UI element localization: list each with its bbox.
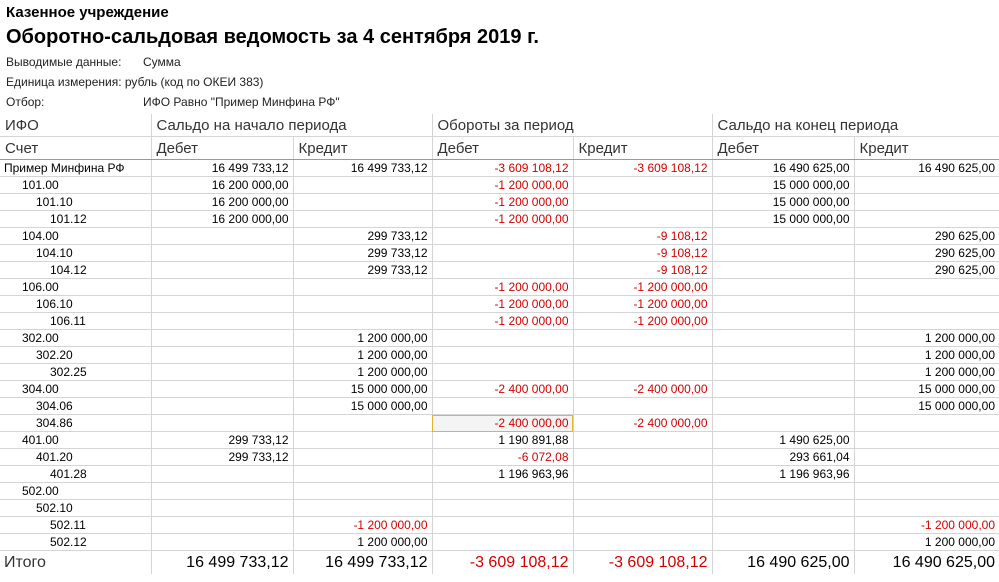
closing-credit-cell[interactable] bbox=[854, 296, 999, 313]
closing-debit-cell[interactable] bbox=[712, 296, 854, 313]
turnover-credit-cell[interactable] bbox=[573, 398, 712, 415]
account-cell[interactable]: 104.10 bbox=[0, 245, 151, 262]
turnover-debit-cell[interactable]: -2 400 000,00 bbox=[432, 381, 573, 398]
account-cell[interactable]: Пример Минфина РФ bbox=[0, 160, 151, 177]
table-row bbox=[0, 347, 999, 364]
account-cell[interactable]: 106.11 bbox=[0, 313, 151, 330]
turnover-credit-cell[interactable] bbox=[573, 500, 712, 517]
header-opening-balance[interactable]: Сальдо на начало периода bbox=[151, 114, 432, 137]
account-cell[interactable]: 104.00 bbox=[0, 228, 151, 245]
opening-credit-cell[interactable]: 16 499 733,12 bbox=[293, 160, 432, 177]
closing-credit-cell[interactable]: 290 625,00 bbox=[854, 245, 999, 262]
table-row bbox=[0, 432, 999, 449]
turnover-debit-cell[interactable]: 1 190 891,88 bbox=[432, 432, 573, 449]
total-opening-credit[interactable]: 16 499 733,12 bbox=[293, 551, 432, 575]
opening-debit-cell[interactable] bbox=[151, 228, 293, 245]
opening-debit-cell[interactable] bbox=[151, 262, 293, 279]
account-cell[interactable]: 302.25 bbox=[0, 364, 151, 381]
header-turnover-debit[interactable]: Дебет bbox=[432, 137, 573, 160]
opening-credit-cell[interactable] bbox=[293, 177, 432, 194]
table-row bbox=[0, 245, 999, 262]
turnover-credit-cell[interactable] bbox=[573, 347, 712, 364]
header-opening-credit[interactable]: Кредит bbox=[293, 137, 432, 160]
closing-debit-cell[interactable] bbox=[712, 483, 854, 500]
balance-sheet-table bbox=[0, 114, 999, 574]
opening-credit-cell[interactable] bbox=[293, 432, 432, 449]
account-cell[interactable]: 401.28 bbox=[0, 466, 151, 483]
account-cell[interactable]: 502.12 bbox=[0, 534, 151, 551]
opening-debit-cell[interactable] bbox=[151, 381, 293, 398]
report-title: Оборотно-сальдовая ведомость за 4 сентября 2019 г. bbox=[6, 26, 539, 48]
opening-debit-cell[interactable] bbox=[151, 245, 293, 262]
account-cell[interactable]: 106.10 bbox=[0, 296, 151, 313]
closing-debit-cell[interactable]: 15 000 000,00 bbox=[712, 194, 854, 211]
table-row bbox=[0, 381, 999, 398]
turnover-credit-cell[interactable] bbox=[573, 364, 712, 381]
turnover-debit-cell[interactable]: -1 200 000,00 bbox=[432, 296, 573, 313]
header-turnover-credit[interactable]: Кредит bbox=[573, 137, 712, 160]
account-cell[interactable]: 401.20 bbox=[0, 449, 151, 466]
closing-debit-cell[interactable]: 15 000 000,00 bbox=[712, 177, 854, 194]
turnover-debit-cell[interactable] bbox=[432, 330, 573, 347]
account-cell[interactable]: 101.10 bbox=[0, 194, 151, 211]
closing-credit-cell[interactable] bbox=[854, 500, 999, 517]
account-cell[interactable]: 401.00 bbox=[0, 432, 151, 449]
header-closing-debit[interactable]: Дебет bbox=[712, 137, 854, 160]
closing-credit-cell[interactable]: 1 200 000,00 bbox=[854, 347, 999, 364]
closing-debit-cell[interactable] bbox=[712, 279, 854, 296]
closing-debit-cell[interactable] bbox=[712, 534, 854, 551]
closing-credit-cell[interactable] bbox=[854, 279, 999, 296]
closing-credit-cell[interactable]: 15 000 000,00 bbox=[854, 381, 999, 398]
turnover-debit-cell[interactable] bbox=[432, 364, 573, 381]
table-row bbox=[0, 517, 999, 534]
table-row bbox=[0, 534, 999, 551]
closing-credit-cell[interactable] bbox=[854, 177, 999, 194]
turnover-credit-cell[interactable] bbox=[573, 466, 712, 483]
turnover-debit-cell[interactable]: -6 072,08 bbox=[432, 449, 573, 466]
opening-credit-cell[interactable] bbox=[293, 279, 432, 296]
table-row bbox=[0, 194, 999, 211]
closing-debit-cell[interactable]: 1 490 625,00 bbox=[712, 432, 854, 449]
table-row bbox=[0, 415, 999, 432]
header-row-subcolumns bbox=[0, 137, 999, 160]
closing-debit-cell[interactable] bbox=[712, 381, 854, 398]
header-closing-credit[interactable]: Кредит bbox=[854, 137, 999, 160]
opening-credit-cell[interactable] bbox=[293, 194, 432, 211]
turnover-debit-cell[interactable]: -1 200 000,00 bbox=[432, 211, 573, 228]
turnover-credit-cell[interactable]: -2 400 000,00 bbox=[573, 415, 712, 432]
turnover-credit-cell[interactable] bbox=[573, 517, 712, 534]
table-row bbox=[0, 330, 999, 347]
output-data-label: Выводимые данные: bbox=[6, 55, 122, 69]
opening-credit-cell[interactable]: 1 200 000,00 bbox=[293, 330, 432, 347]
account-cell[interactable]: 101.12 bbox=[0, 211, 151, 228]
opening-credit-cell[interactable] bbox=[293, 415, 432, 432]
opening-credit-cell[interactable]: 299 733,12 bbox=[293, 262, 432, 279]
turnover-credit-cell[interactable] bbox=[573, 449, 712, 466]
turnover-debit-cell[interactable]: 1 196 963,96 bbox=[432, 466, 573, 483]
header-opening-debit[interactable]: Дебет bbox=[151, 137, 293, 160]
opening-credit-cell[interactable] bbox=[293, 296, 432, 313]
closing-debit-cell[interactable] bbox=[712, 364, 854, 381]
opening-debit-cell[interactable] bbox=[151, 466, 293, 483]
table-row bbox=[0, 211, 999, 228]
opening-credit-cell[interactable]: 299 733,12 bbox=[293, 228, 432, 245]
opening-debit-cell[interactable] bbox=[151, 534, 293, 551]
closing-debit-cell[interactable]: 16 490 625,00 bbox=[712, 160, 854, 177]
opening-credit-cell[interactable] bbox=[293, 483, 432, 500]
closing-credit-cell[interactable] bbox=[854, 313, 999, 330]
account-cell[interactable]: 101.00 bbox=[0, 177, 151, 194]
unit-of-measure: Единица измерения: рубль (код по ОКЕИ 383) bbox=[6, 75, 264, 89]
closing-debit-cell[interactable] bbox=[712, 262, 854, 279]
filter-value: ИФО Равно "Пример Минфина РФ" bbox=[143, 95, 340, 109]
turnover-credit-cell[interactable] bbox=[573, 432, 712, 449]
account-cell[interactable]: 304.00 bbox=[0, 381, 151, 398]
opening-credit-cell[interactable]: 299 733,12 bbox=[293, 245, 432, 262]
opening-credit-cell[interactable]: 1 200 000,00 bbox=[293, 534, 432, 551]
opening-debit-cell[interactable] bbox=[151, 313, 293, 330]
turnover-debit-cell[interactable]: -1 200 000,00 bbox=[432, 194, 573, 211]
turnover-credit-cell[interactable] bbox=[573, 534, 712, 551]
opening-credit-cell[interactable] bbox=[293, 211, 432, 228]
account-cell[interactable]: 502.00 bbox=[0, 483, 151, 500]
table-row bbox=[0, 262, 999, 279]
turnover-debit-cell[interactable]: -1 200 000,00 bbox=[432, 177, 573, 194]
opening-credit-cell[interactable] bbox=[293, 500, 432, 517]
header-closing-balance[interactable]: Сальдо на конец периода bbox=[712, 114, 999, 137]
table-row bbox=[0, 177, 999, 194]
opening-credit-cell[interactable] bbox=[293, 313, 432, 330]
total-label[interactable]: Итого bbox=[0, 551, 151, 575]
closing-debit-cell[interactable]: 293 661,04 bbox=[712, 449, 854, 466]
account-cell[interactable]: 304.86 bbox=[0, 415, 151, 432]
turnover-debit-cell[interactable]: -1 200 000,00 bbox=[432, 313, 573, 330]
opening-debit-cell[interactable]: 16 200 000,00 bbox=[151, 211, 293, 228]
opening-credit-cell[interactable]: 1 200 000,00 bbox=[293, 347, 432, 364]
header-account[interactable]: Счет bbox=[0, 137, 151, 160]
output-data-row bbox=[6, 55, 181, 69]
opening-credit-cell[interactable]: 15 000 000,00 bbox=[293, 398, 432, 415]
turnover-debit-cell[interactable] bbox=[432, 228, 573, 245]
output-data-value: Сумма bbox=[143, 55, 181, 69]
opening-debit-cell[interactable] bbox=[151, 500, 293, 517]
closing-credit-cell[interactable]: 290 625,00 bbox=[854, 262, 999, 279]
turnover-credit-cell[interactable]: -3 609 108,12 bbox=[573, 160, 712, 177]
opening-debit-cell[interactable] bbox=[151, 415, 293, 432]
opening-debit-cell[interactable] bbox=[151, 364, 293, 381]
account-cell[interactable]: 104.12 bbox=[0, 262, 151, 279]
turnover-debit-cell[interactable] bbox=[432, 347, 573, 364]
closing-credit-cell[interactable]: 1 200 000,00 bbox=[854, 330, 999, 347]
closing-debit-cell[interactable] bbox=[712, 228, 854, 245]
closing-credit-cell[interactable] bbox=[854, 211, 999, 228]
account-cell[interactable]: 106.00 bbox=[0, 279, 151, 296]
turnover-credit-cell[interactable] bbox=[573, 483, 712, 500]
table-row bbox=[0, 398, 999, 415]
closing-credit-cell[interactable]: 1 200 000,00 bbox=[854, 364, 999, 381]
opening-debit-cell[interactable] bbox=[151, 347, 293, 364]
closing-debit-cell[interactable] bbox=[712, 245, 854, 262]
turnover-credit-cell[interactable]: -9 108,12 bbox=[573, 262, 712, 279]
header-ifo[interactable]: ИФО bbox=[0, 114, 151, 137]
opening-debit-cell[interactable]: 299 733,12 bbox=[151, 432, 293, 449]
opening-debit-cell[interactable] bbox=[151, 296, 293, 313]
total-opening-debit[interactable]: 16 499 733,12 bbox=[151, 551, 293, 575]
table-row bbox=[0, 279, 999, 296]
total-turnover-credit[interactable]: -3 609 108,12 bbox=[573, 551, 712, 575]
turnover-credit-cell[interactable] bbox=[573, 177, 712, 194]
table-row bbox=[0, 466, 999, 483]
header-turnover[interactable]: Обороты за период bbox=[432, 114, 712, 137]
opening-credit-cell[interactable]: 1 200 000,00 bbox=[293, 364, 432, 381]
closing-credit-cell[interactable]: 15 000 000,00 bbox=[854, 398, 999, 415]
turnover-debit-cell[interactable] bbox=[432, 245, 573, 262]
opening-credit-cell[interactable]: 15 000 000,00 bbox=[293, 381, 432, 398]
turnover-debit-cell[interactable] bbox=[432, 517, 573, 534]
opening-debit-cell[interactable]: 16 499 733,12 bbox=[151, 160, 293, 177]
opening-debit-cell[interactable] bbox=[151, 483, 293, 500]
closing-debit-cell[interactable] bbox=[712, 347, 854, 364]
account-cell[interactable]: 502.11 bbox=[0, 517, 151, 534]
total-closing-debit[interactable]: 16 490 625,00 bbox=[712, 551, 854, 575]
table-row bbox=[0, 296, 999, 313]
opening-debit-cell[interactable] bbox=[151, 517, 293, 534]
closing-credit-cell[interactable] bbox=[854, 483, 999, 500]
account-cell[interactable]: 302.20 bbox=[0, 347, 151, 364]
turnover-debit-cell[interactable]: -1 200 000,00 bbox=[432, 279, 573, 296]
closing-debit-cell[interactable] bbox=[712, 500, 854, 517]
opening-credit-cell[interactable]: -1 200 000,00 bbox=[293, 517, 432, 534]
closing-debit-cell[interactable] bbox=[712, 517, 854, 534]
opening-credit-cell[interactable] bbox=[293, 466, 432, 483]
opening-debit-cell[interactable]: 16 200 000,00 bbox=[151, 177, 293, 194]
closing-credit-cell[interactable]: -1 200 000,00 bbox=[854, 517, 999, 534]
organization-name: Казенное учреждение bbox=[6, 4, 169, 21]
closing-debit-cell[interactable]: 1 196 963,96 bbox=[712, 466, 854, 483]
opening-debit-cell[interactable]: 299 733,12 bbox=[151, 449, 293, 466]
opening-credit-cell[interactable] bbox=[293, 449, 432, 466]
turnover-credit-cell[interactable] bbox=[573, 211, 712, 228]
turnover-debit-cell[interactable] bbox=[432, 534, 573, 551]
closing-credit-cell[interactable]: 16 490 625,00 bbox=[854, 160, 999, 177]
table-row bbox=[0, 160, 999, 177]
closing-credit-cell[interactable]: 1 200 000,00 bbox=[854, 534, 999, 551]
closing-credit-cell[interactable] bbox=[854, 194, 999, 211]
opening-debit-cell[interactable]: 16 200 000,00 bbox=[151, 194, 293, 211]
table-row bbox=[0, 500, 999, 517]
closing-debit-cell[interactable]: 15 000 000,00 bbox=[712, 211, 854, 228]
turnover-debit-cell[interactable]: -2 400 000,00 bbox=[432, 415, 573, 432]
closing-credit-cell[interactable] bbox=[854, 432, 999, 449]
opening-debit-cell[interactable] bbox=[151, 279, 293, 296]
turnover-debit-cell[interactable] bbox=[432, 398, 573, 415]
filter-label: Отбор: bbox=[6, 95, 45, 109]
turnover-credit-cell[interactable]: -1 200 000,00 bbox=[573, 296, 712, 313]
closing-credit-cell[interactable] bbox=[854, 466, 999, 483]
opening-debit-cell[interactable] bbox=[151, 398, 293, 415]
turnover-credit-cell[interactable]: -1 200 000,00 bbox=[573, 279, 712, 296]
turnover-debit-cell[interactable] bbox=[432, 262, 573, 279]
total-row bbox=[0, 551, 999, 575]
account-cell[interactable]: 502.10 bbox=[0, 500, 151, 517]
table-row bbox=[0, 313, 999, 330]
closing-debit-cell[interactable] bbox=[712, 313, 854, 330]
table-row bbox=[0, 364, 999, 381]
turnover-debit-cell[interactable]: -3 609 108,12 bbox=[432, 160, 573, 177]
turnover-credit-cell[interactable]: -9 108,12 bbox=[573, 228, 712, 245]
account-cell[interactable]: 302.00 bbox=[0, 330, 151, 347]
opening-debit-cell[interactable] bbox=[151, 330, 293, 347]
account-cell[interactable]: 304.06 bbox=[0, 398, 151, 415]
closing-debit-cell[interactable] bbox=[712, 330, 854, 347]
turnover-credit-cell[interactable] bbox=[573, 194, 712, 211]
closing-debit-cell[interactable] bbox=[712, 398, 854, 415]
closing-credit-cell[interactable]: 290 625,00 bbox=[854, 228, 999, 245]
closing-credit-cell[interactable] bbox=[854, 449, 999, 466]
turnover-debit-cell[interactable] bbox=[432, 500, 573, 517]
closing-debit-cell[interactable] bbox=[712, 415, 854, 432]
turnover-credit-cell[interactable]: -1 200 000,00 bbox=[573, 313, 712, 330]
turnover-debit-cell[interactable] bbox=[432, 483, 573, 500]
total-closing-credit[interactable]: 16 490 625,00 bbox=[854, 551, 999, 575]
table-row bbox=[0, 228, 999, 245]
table-row bbox=[0, 483, 999, 500]
closing-credit-cell[interactable] bbox=[854, 415, 999, 432]
total-turnover-debit[interactable]: -3 609 108,12 bbox=[432, 551, 573, 575]
turnover-credit-cell[interactable]: -2 400 000,00 bbox=[573, 381, 712, 398]
turnover-credit-cell[interactable] bbox=[573, 330, 712, 347]
filter-row bbox=[6, 95, 340, 109]
header-row-groups bbox=[0, 114, 999, 137]
table-row bbox=[0, 449, 999, 466]
turnover-credit-cell[interactable]: -9 108,12 bbox=[573, 245, 712, 262]
